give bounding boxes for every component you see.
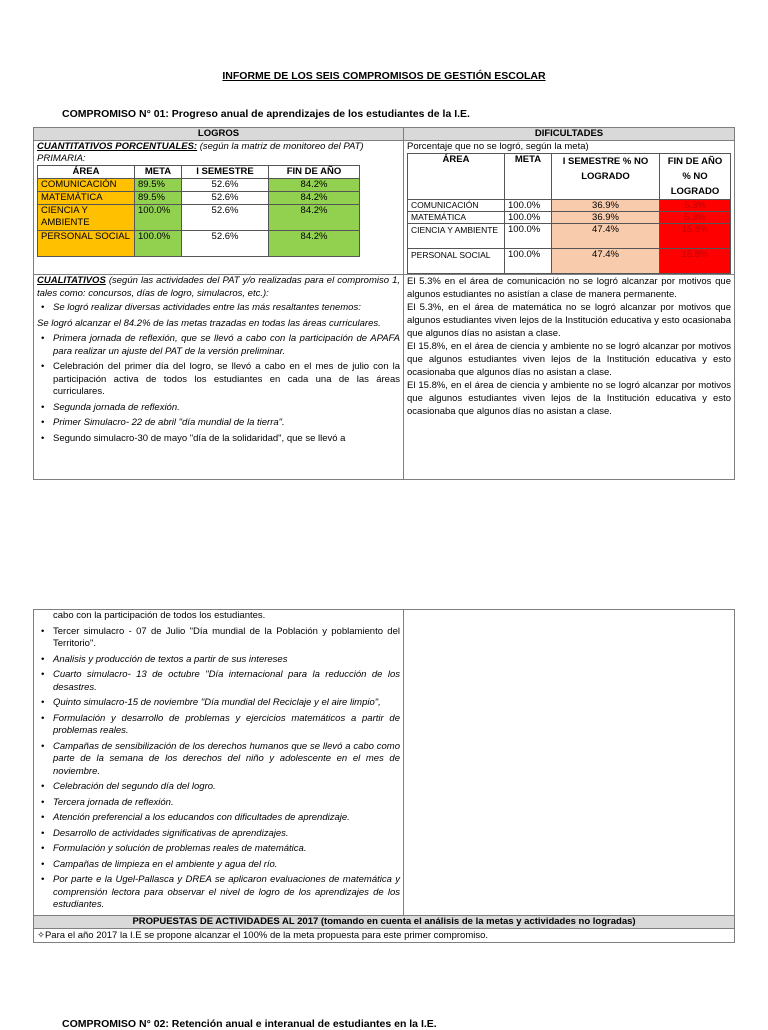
- sem-cell: 47.4%: [552, 224, 660, 249]
- meta-cell: 100.0%: [505, 200, 552, 212]
- list-item: • Tercera jornada de reflexión.: [53, 797, 400, 810]
- logros-cualitativos-cell: [34, 275, 404, 480]
- col-meta: META: [135, 166, 182, 179]
- activities-list: [37, 626, 400, 912]
- col-area: ÁREA: [408, 154, 505, 200]
- list-item: • Celebración del segundo día del logro.: [53, 781, 400, 794]
- compromiso-title: COMPROMISO N° 01: Progreso anual de aprendizajes de los estudiantes de la I.E.: [62, 108, 470, 120]
- list-item: • Analisis y producción de textos a partir de sus intereses: [53, 654, 400, 667]
- empty-cell: [404, 610, 735, 916]
- list-item: • Formulación y solución de problemas reales de matemática.: [53, 843, 400, 856]
- col-area: ÁREA: [38, 166, 135, 179]
- dificultades-header: DIFICULTADES: [404, 128, 735, 141]
- fin-cell: 5.3%: [660, 200, 731, 212]
- sem-cell: 52.6%: [182, 179, 269, 192]
- continued-text: cabo con la participación de todos los estudiantes.: [53, 610, 266, 621]
- report-table: [33, 127, 735, 480]
- propuesta-text: Para el año 2017 la I.E se propone alcanzar el 100% de la meta propuesta para este primer compromiso.: [44, 929, 489, 941]
- sem-cell: 52.6%: [182, 231, 269, 257]
- logros-table: [37, 165, 360, 257]
- list-item: • Desarrollo de actividades significativas de aprendizajes.: [53, 828, 400, 841]
- dificultad-paragraph: El 5.3%, en el área de matemática no se logró alcanzar por motivos que algunos estudiantes viven lejos de la Institución educativa y esto ocasionaba que algunos días no asistan a clase.: [407, 302, 731, 339]
- list-item: • Segunda jornada de reflexión.: [53, 402, 400, 415]
- dificultad-paragraph: El 5.3% en el área de comunicación no se logró alcanzar por motivos que algunos estudiantes no asistían a clase de manera permanente.: [407, 276, 731, 300]
- table-row: [408, 249, 731, 274]
- col-fin: FIN DE AÑO: [269, 166, 360, 179]
- area-cell: PERSONAL SOCIAL: [408, 249, 505, 274]
- meta-cell: 100.0%: [505, 249, 552, 274]
- dificultad-paragraph: El 15.8%, en el área de ciencia y ambiente no se logró alcanzar por motivos que algunos estudiantes viven lejos de la Institución educativa y esto ocasionaba que algunos días no asistan a clase.: [407, 341, 731, 378]
- area-cell: MATEMÁTICA: [38, 192, 135, 205]
- list-item: • Campañas de limpieza en el ambiente y agua del río.: [53, 859, 400, 872]
- list-item: • Campañas de sensibilización de los derechos humanos que se llevó a cabo como parte de la semana de los derechos del niño y adolescente en el mes de noviembre.: [53, 741, 400, 779]
- fin-cell: 84.2%: [269, 231, 360, 257]
- list-item: • Cuarto simulacro- 13 de octubre "Día internacional para la reducción de los desastres.: [53, 669, 400, 694]
- area-cell: PERSONAL SOCIAL: [38, 231, 135, 257]
- list-item: • Segundo simulacro-30 de mayo "día de la solidaridad", que se llevó a: [53, 433, 400, 446]
- meta-cell: 89.5%: [135, 192, 182, 205]
- list-item: • Formulación y desarrollo de problemas y ejercicios matemáticos a partir de problemas reales.: [53, 713, 400, 738]
- col-fin: FIN DE AÑO % NO LOGRADO: [660, 154, 731, 200]
- list-item: • Quinto simulacro-15 de noviembre "Día mundial del Reciclaje y el aire limpio",: [53, 697, 400, 710]
- sem-cell: 52.6%: [182, 192, 269, 205]
- fin-cell: 84.2%: [269, 179, 360, 192]
- table-row: [38, 192, 360, 205]
- fin-cell: 84.2%: [269, 192, 360, 205]
- logros-header: LOGROS: [34, 128, 404, 141]
- table-row: [408, 200, 731, 212]
- sem-cell: 36.9%: [552, 200, 660, 212]
- propuestas-header: PROPUESTAS DE ACTIVIDADES AL 2017 (tomando en cuenta el análisis de la metas y actividades no logradas): [34, 915, 735, 928]
- list-item: • Primer Simulacro- 22 de abril "día mundial de la tierra".: [53, 417, 400, 430]
- area-cell: COMUNICACIÓN: [38, 179, 135, 192]
- sem-cell: 36.9%: [552, 212, 660, 224]
- table-row: [38, 179, 360, 192]
- page-title: INFORME DE LOS SEIS COMPROMISOS DE GESTIÓN ESCOLAR: [222, 70, 546, 82]
- logros-continued-cell: [34, 610, 404, 916]
- table-row: [408, 212, 731, 224]
- list-item: • Atención preferencial a los educandos con dificultades de aprendizaje.: [53, 812, 400, 825]
- fin-cell: 84.2%: [269, 205, 360, 231]
- primaria-label: PRIMARIA:: [37, 153, 86, 164]
- list-item: • Se logró realizar diversas actividades entre las más resaltantes tenemos:: [53, 302, 400, 315]
- logros-cuantitativos-cell: [34, 141, 404, 275]
- table-row: [408, 224, 731, 249]
- list-item: • Celebración del primer día del logro, se llevó a cabo en el mes de julio con la participación activa de todos los estudiantes en cada una de las áreas curriculares.: [53, 361, 400, 399]
- report-table-continued: [33, 609, 735, 943]
- cual-title: CUALITATIVOS: [37, 275, 106, 286]
- list-item: • Primera jornada de reflexión, que se llevó a cabo con la participación de APAFA para realizar un ajuste del PAT de la versión preliminar.: [53, 333, 400, 358]
- meta-cell: 100.0%: [505, 212, 552, 224]
- area-cell: CIENCIA Y AMBIENTE: [408, 224, 505, 249]
- fin-cell: 5.3%: [660, 212, 731, 224]
- fin-cell: 15.8%: [660, 224, 731, 249]
- col-sem: I SEMESTRE: [182, 166, 269, 179]
- table-row: [38, 231, 360, 257]
- meta-cell: 100.0%: [135, 231, 182, 257]
- list-item: • Tercer simulacro - 07 de Julio "Día mundial de la Población y poblamiento del Territorio".: [53, 626, 400, 651]
- area-cell: MATEMÁTICA: [408, 212, 505, 224]
- cuant-title: CUANTITATIVOS PORCENTUALES:: [37, 141, 198, 152]
- meta-cell: 100.0%: [135, 205, 182, 231]
- table-row: [38, 205, 360, 231]
- propuesta-cell: [34, 928, 735, 942]
- area-cell: COMUNICACIÓN: [408, 200, 505, 212]
- dificultades-cuantitativos-cell: [404, 141, 735, 275]
- sem-cell: 47.4%: [552, 249, 660, 274]
- diamond-icon: ✧: [37, 929, 45, 941]
- fin-cell: 15.8%: [660, 249, 731, 274]
- logro-text: Se logró alcanzar el 84.2% de las metas trazadas en todas las áreas curriculares.: [37, 317, 381, 329]
- dificultades-intro: Porcentaje que no se logró, según la meta): [407, 141, 589, 152]
- area-cell: CIENCIA Y AMBIENTE: [38, 205, 135, 231]
- next-compromiso-title: COMPROMISO N° 02: Retención anual e interanual de estudiantes en la I.E.: [62, 1018, 437, 1030]
- list-item: • Por parte e la Ugel-Pallasca y DREA se aplicaron evaluaciones de matemática y comprensión lectora para observar el nivel de logro de los aprendizajes de los estudiantes.: [53, 874, 400, 912]
- meta-cell: 89.5%: [135, 179, 182, 192]
- col-meta: META: [505, 154, 552, 200]
- cuant-note: (según la matriz de monitoreo del PAT): [197, 141, 364, 152]
- dificultad-paragraph: El 15.8%, en el área de ciencia y ambiente no se logró alcanzar por motivos que algunos estudiantes viven lejos de la Institución educativa y esto ocasionaba que algunos días no asistan a clase.: [407, 380, 731, 417]
- dificultades-text-cell: [404, 275, 735, 480]
- cual-note: (según las actividades del PAT y/o realizadas para el compromiso 1, tales como: concursos, días de logro, simulacros, etc.):: [37, 275, 400, 299]
- meta-cell: 100.0%: [505, 224, 552, 249]
- col-sem: I SEMESTRE % NO LOGRADO: [552, 154, 660, 200]
- sem-cell: 52.6%: [182, 205, 269, 231]
- dificultades-table: [407, 153, 731, 274]
